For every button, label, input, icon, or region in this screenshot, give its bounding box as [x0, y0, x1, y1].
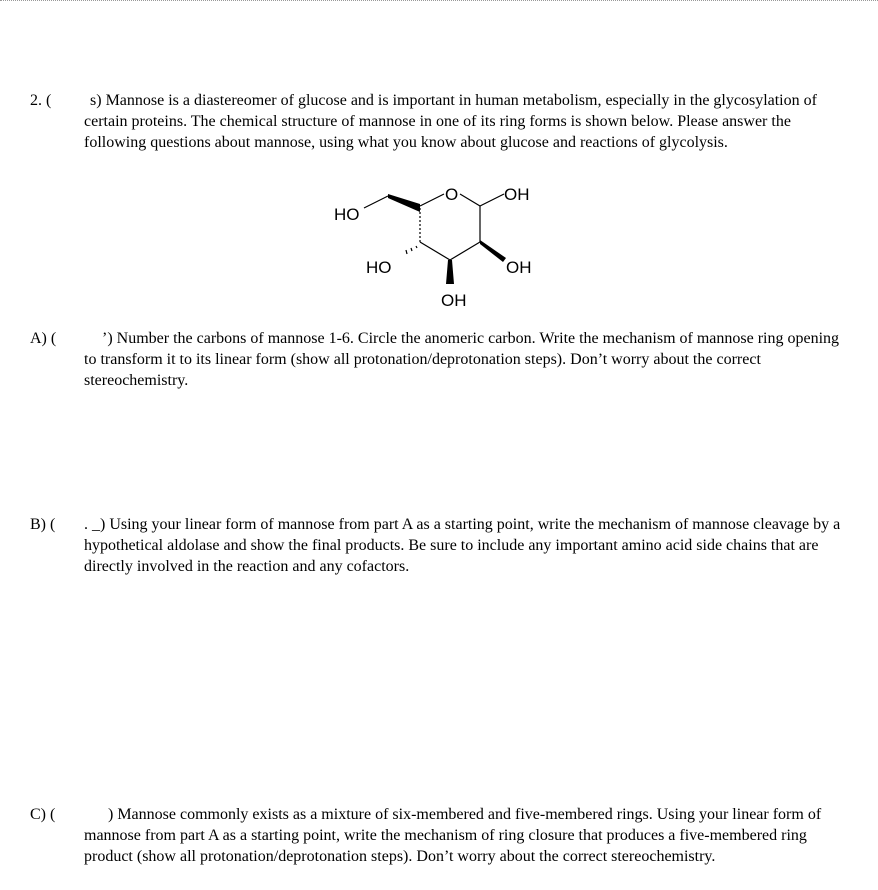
label-ho-bottom-left: HO [366, 258, 392, 277]
part-b-body: Using your linear form of mannose from part A as a starting point, write the mechanism of mannose cleavage by a hypothetical aldolase and show the final products. Be sure to include any important amino acid side chains that are directly involved in the reaction and any cofactors. [84, 516, 841, 575]
question-2-prefix: s) [90, 92, 102, 109]
part-c-text [84, 804, 854, 867]
part-a-prefix: ’) [102, 330, 113, 347]
part-a-body: Number the carbons of mannose 1-6. Circle the anomeric carbon. Write the mechanism of mannose ring opening to transform it to its linear form (show all protonation/deprotonation steps). Don’t worry about the correct stereochemistry. [84, 330, 840, 389]
part-b-prefix: . _) [84, 516, 106, 533]
c3-oh-wedge [446, 260, 454, 284]
c5-c6-wedge [388, 194, 420, 212]
part-b-text [84, 514, 854, 577]
c5-o-bond [420, 194, 444, 206]
c4-ho-hash [406, 246, 417, 254]
top-dotted-rule [0, 0, 878, 4]
label-oh-right: OH [506, 258, 532, 277]
mannose-structure [320, 176, 560, 314]
label-oh-top: OH [504, 185, 530, 204]
c2-oh-wedge [480, 240, 506, 262]
question-2-text [84, 90, 854, 153]
label-ring-oxygen: O [445, 185, 459, 204]
part-a-label: A) ( [30, 330, 57, 347]
ch2-ho-bond [364, 196, 388, 208]
part-c-label: C) ( [30, 806, 56, 823]
part-c-body: Mannose commonly exists as a mixture of six-membered and five-membered rings. Using your linear form of mannose from part A as a starting point, write the mechanism of ring closure that produces a five-membered ring product (show all protonation/deprotonation steps). Don’t worry about the correct stereochemistry. [84, 806, 822, 865]
c3-c4-bond [420, 242, 450, 260]
c2-c3-bond [450, 242, 480, 260]
question-2-number: 2. ( [30, 92, 52, 109]
label-oh-bottom: OH [441, 291, 467, 310]
question-2-body: Mannose is a diastereomer of glucose and is important in human metabolism, especially in the glycosylation of certain proteins. The chemical structure of mannose in one of its ring forms is shown below. Please answer the following questions about mannose, using what you know about glucose and reactions of glycolysis. [84, 92, 817, 151]
part-c-prefix: ) [108, 806, 114, 823]
c1-oh-bond [480, 194, 504, 206]
o-c1-bond [460, 194, 480, 206]
part-a-text [84, 328, 854, 391]
label-ho-left: HO [334, 205, 360, 224]
part-b-label: B) ( [30, 516, 56, 533]
